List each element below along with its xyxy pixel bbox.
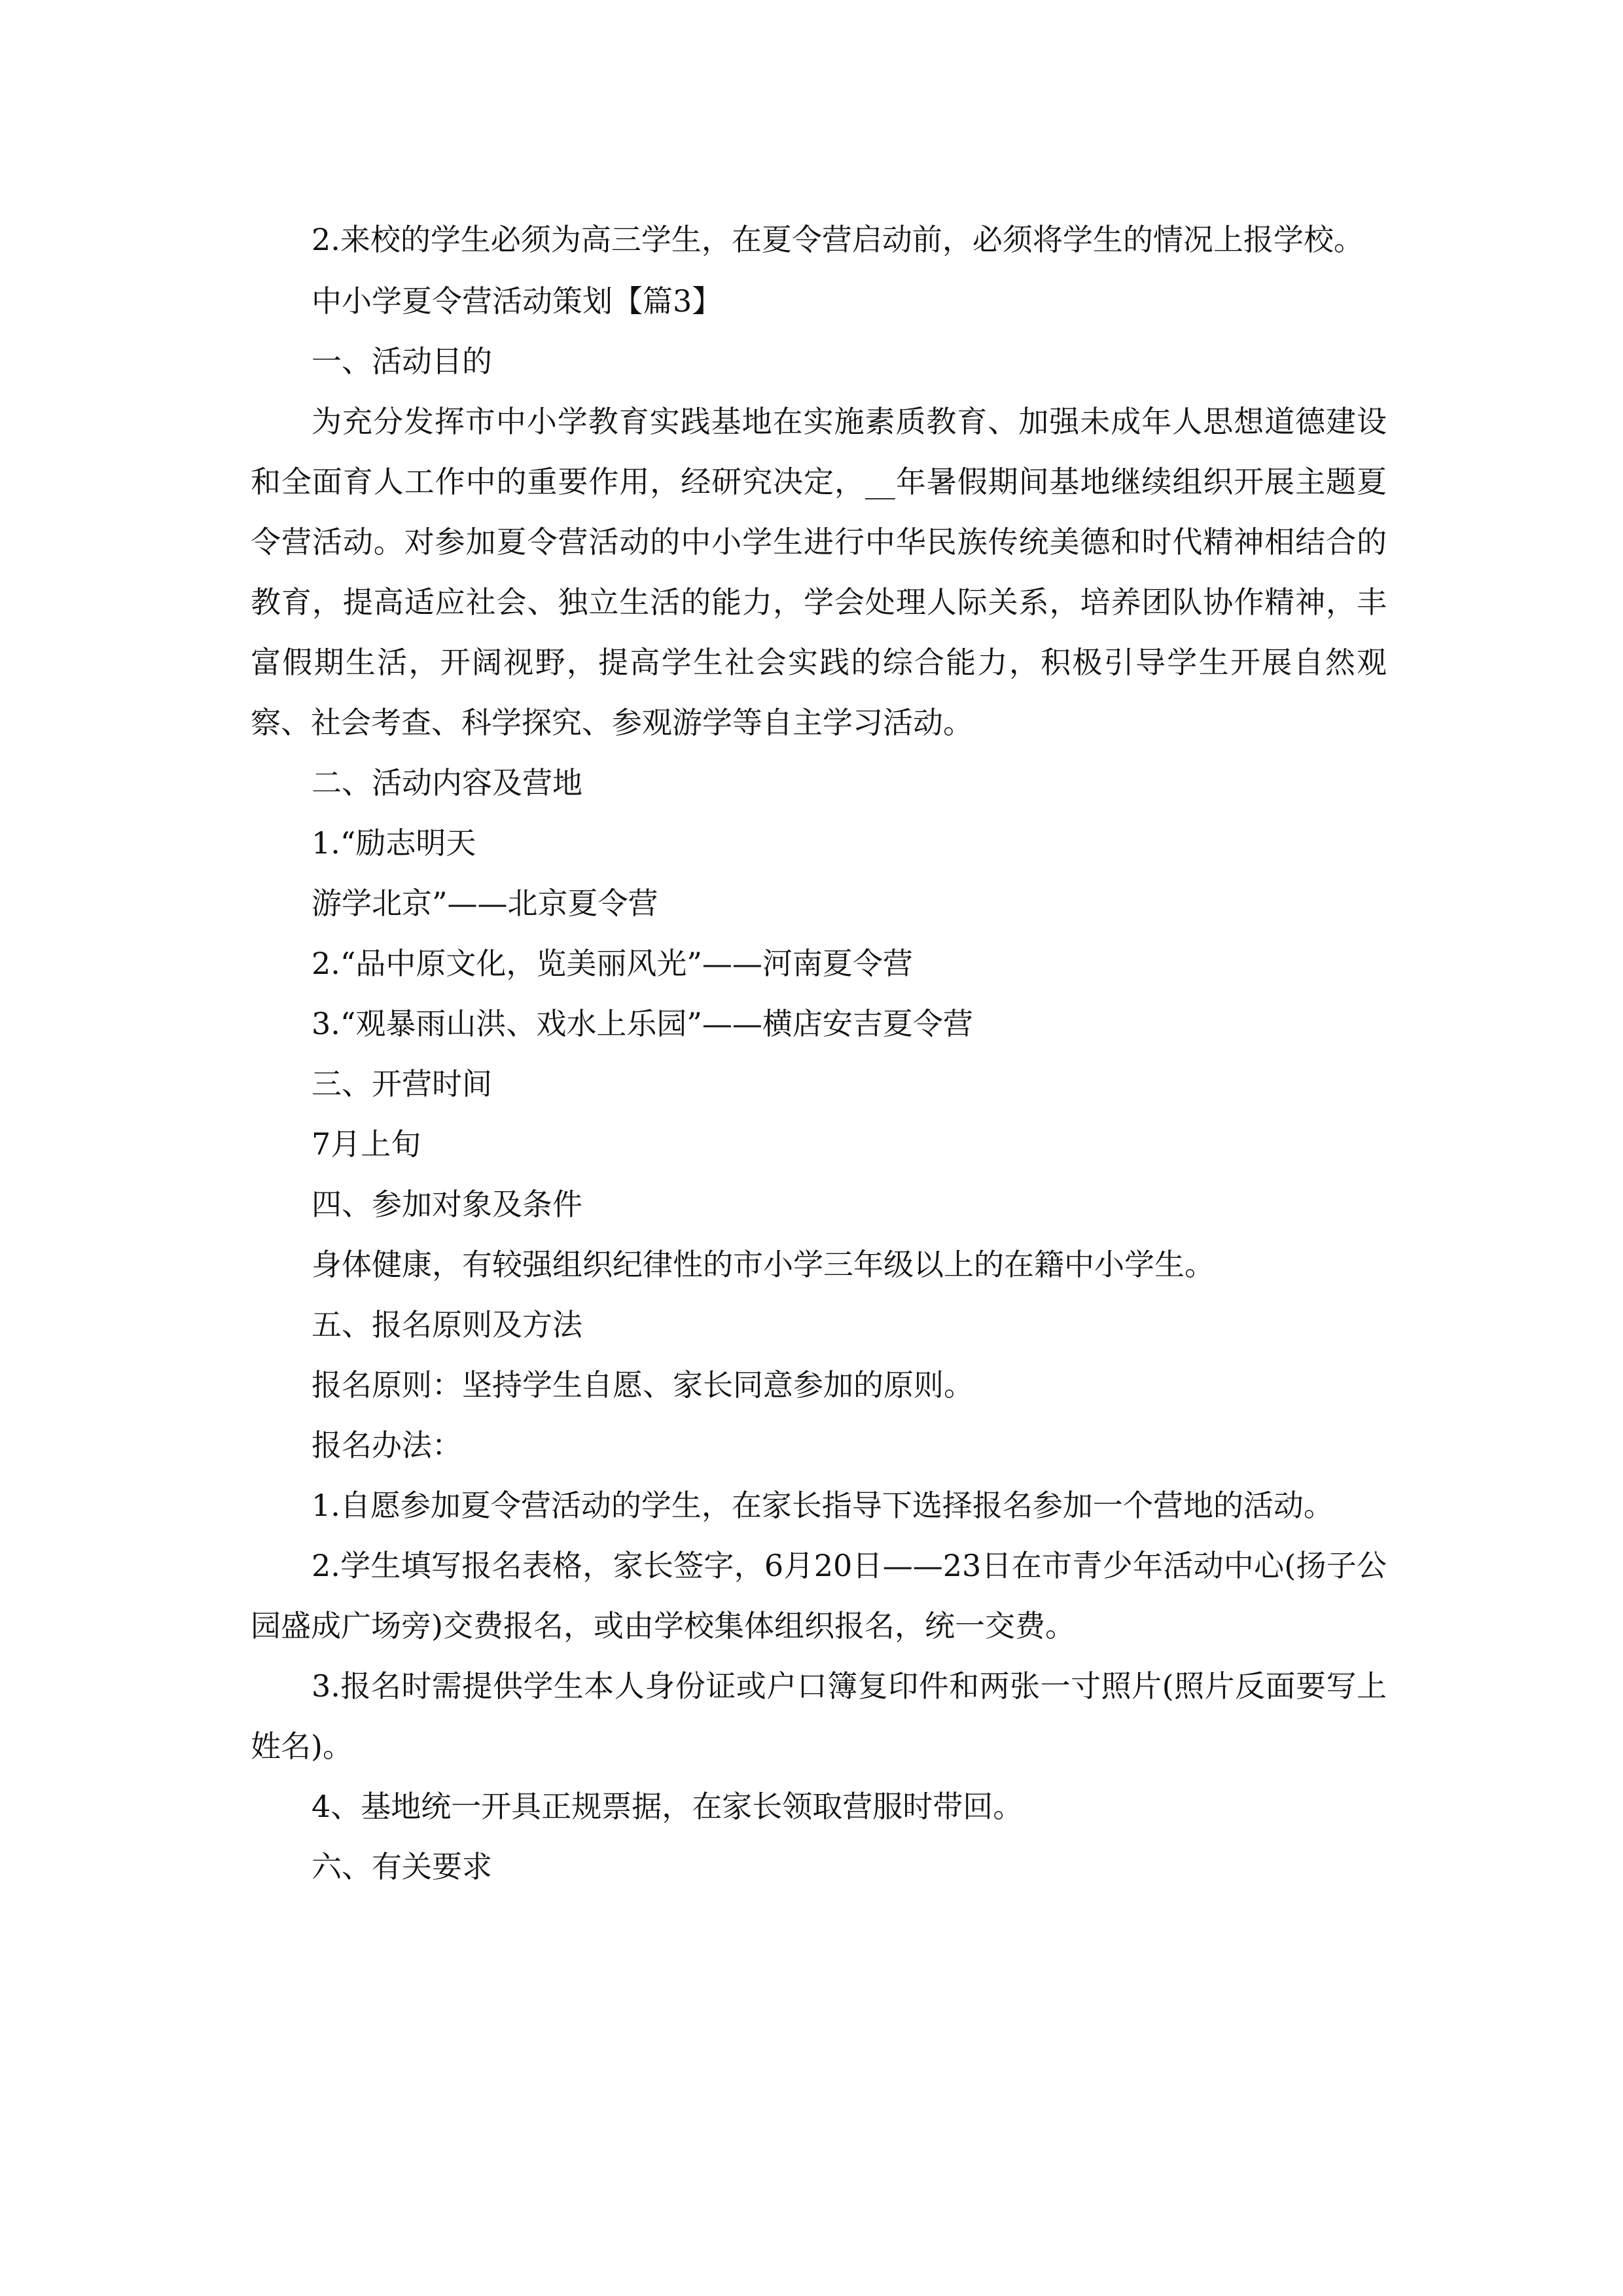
- section-title-plan-3: 中小学夏令营活动策划【篇3】: [312, 283, 722, 319]
- list-item-registration-3: 3.报名时需提供学生本人身份证或户口簿复印件和两张一寸照片(照片反面要写上姓名)。: [251, 1668, 1387, 1764]
- paragraph-registration-principle: 报名原则：坚持学生自愿、家长同意参加的原则。: [312, 1367, 974, 1403]
- paragraph-registration-method-label: 报名办法：: [312, 1427, 462, 1463]
- paragraph-camp-time: 7月上旬: [312, 1126, 421, 1162]
- paragraph-student-requirement: 2.来校的学生必须为高三学生，在夏令营启动前，必须将学生的情况上报学校。: [312, 222, 1364, 257]
- list-item-camp-3: 3.“观暴雨山洪、戏水上乐园”——横店安吉夏令营: [312, 1006, 973, 1041]
- heading-requirements: 六、有关要求: [312, 1849, 492, 1884]
- heading-camp-time: 三、开营时间: [312, 1066, 492, 1102]
- paragraph-participants: 身体健康，有较强组织纪律性的市小学三年级以上的在籍中小学生。: [312, 1247, 1215, 1282]
- heading-activity-content: 二、活动内容及营地: [312, 765, 582, 800]
- document-body: [251, 208, 1387, 1897]
- list-item-registration-4: 4、基地统一开具正规票据，在家长领取营服时带回。: [312, 1789, 1024, 1824]
- paragraph-activity-purpose: 为充分发挥市中小学教育实践基地在实施素质教育、加强未成年人思想道德建设和全面育人工作中的重要作用，经研究决定，__年暑假期间基地继续组织开展主题夏令营活动。对参加夏令营活动的中小学生进行中华民族传统美德和时代精神相结合的教育，提高适应社会、独立生活的能力，学会处理人际关系，培养团队协作精神，丰富假期生活，开阔视野，提高学生社会实践的综合能力，积极引导学生开展自然观察、社会考查、科学探究、参观游学等自主学习活动。: [251, 404, 1387, 740]
- heading-registration: 五、报名原则及方法: [312, 1307, 582, 1342]
- heading-activity-purpose: 一、活动目的: [312, 344, 492, 379]
- heading-participants: 四、参加对象及条件: [312, 1187, 582, 1222]
- list-item-camp-1-part-2: 游学北京”——北京夏令营: [312, 886, 658, 921]
- list-item-registration-2: 2.学生填写报名表格，家长签字，6月20日——23日在市青少年活动中心(扬子公园盛成广场旁)交费报名，或由学校集体组织报名，统一交费。: [251, 1548, 1387, 1643]
- list-item-registration-1: 1.自愿参加夏令营活动的学生，在家长指导下选择报名参加一个营地的活动。: [312, 1488, 1334, 1523]
- list-item-camp-2: 2.“品中原文化，览美丽风光”——河南夏令营: [312, 946, 913, 981]
- list-item-camp-1-part-1: 1.“励志明天: [312, 825, 476, 861]
